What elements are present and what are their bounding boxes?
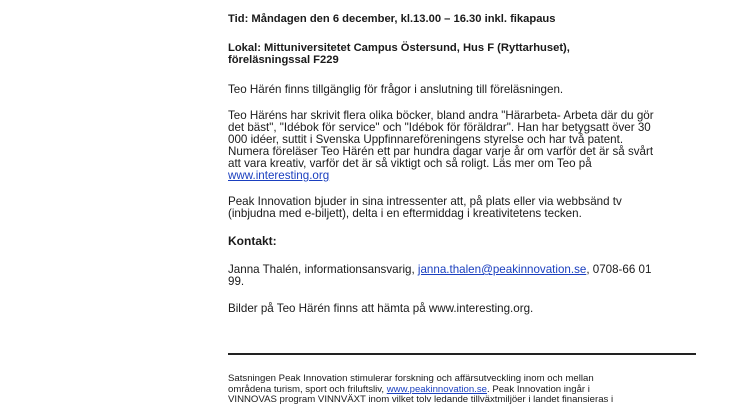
bio-line: Teo Häréns har skrivit flera olika böcker, bland andra "Härarbeta- Arbeta där du gör bbox=[228, 109, 654, 122]
pictures-text: Bilder på Teo Härén finns att hämta på www.interesting.org. bbox=[228, 302, 534, 315]
footer-text: områdena turism, sport och friluftsliv, bbox=[228, 383, 387, 395]
footer-divider bbox=[228, 353, 696, 355]
contact-phone-end: 99. bbox=[228, 275, 245, 288]
bio-line: det bäst", "Idébok för service" och "Idébok för föräldrar". Han har betygsatt över 30 bbox=[228, 121, 651, 134]
event-location-line1: Lokal: Mittuniversitetet Campus Östersund, Hus F (Ryttarhuset), bbox=[228, 42, 570, 54]
bio-link-line bbox=[228, 170, 698, 182]
invite-line: (inbjudna med e-biljett), delta i en eftermiddag i kreativitetens tecken. bbox=[228, 207, 582, 220]
contact-heading: Kontakt: bbox=[228, 234, 277, 248]
peakinnovation-link[interactable]: www.peakinnovation.se bbox=[386, 383, 487, 395]
footer-line: Satsningen Peak Innovation stimulerar forskning och affärsutveckling inom och mellan bbox=[228, 373, 594, 384]
footer-line: VINNOVAS program VINNVÄXT inom vilket tolv ledande tillväxtmiljöer i landet finansieras i bbox=[228, 394, 614, 405]
footer bbox=[228, 374, 700, 406]
invite-line: Peak Innovation bjuder in sina intressenter att, på plats eller via webbsänd tv bbox=[228, 195, 622, 208]
contact-phone: , 0708-66 01 bbox=[586, 263, 652, 276]
bio-line: 000 idéer, suttit i Svenska Uppfinnareföreningens styrelse och har två patent. bbox=[228, 133, 624, 146]
contact-email-link[interactable]: janna.thalen@peakinnovation.se bbox=[417, 263, 587, 276]
interesting-org-link[interactable]: www.interesting.org bbox=[228, 169, 330, 182]
footer-text: . Peak Innovation ingår i bbox=[486, 383, 590, 395]
bio-line: Numera föreläser Teo Härén ett par hundra dagar varje år om varför det är så svårt bbox=[228, 145, 654, 158]
event-time: Tid: Måndagen den 6 december, kl.13.00 – 16.30 inkl. fikapaus bbox=[228, 13, 556, 25]
event-location-line2: föreläsningssal F229 bbox=[228, 54, 339, 66]
bio-line: att vara kreativ, varför det är så viktigt och så roligt. Läs mer om Teo på bbox=[228, 157, 592, 170]
contact-line bbox=[228, 264, 698, 276]
contact-person: Janna Thalén, informationsansvarig, bbox=[228, 263, 418, 276]
availability-text: Teo Härén finns tillgänglig för frågor i anslutning till föreläsningen. bbox=[228, 83, 564, 96]
